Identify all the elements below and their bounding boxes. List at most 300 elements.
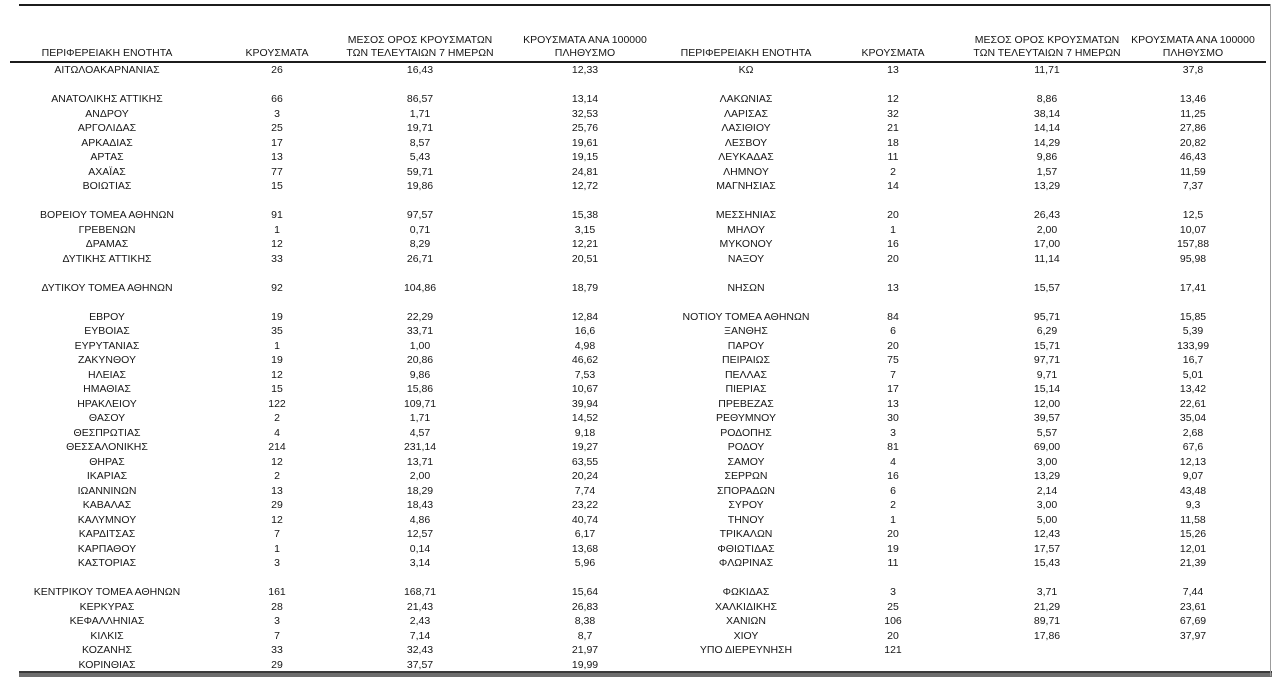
region-cell-left: ΙΚΑΡΙΑΣ xyxy=(86,470,128,482)
avg7-cell-right: 17,57 xyxy=(1033,542,1061,555)
per100k-cell-left: 19,15 xyxy=(571,151,599,163)
region-cell-right: ΡΟΔΟΥ xyxy=(727,441,765,453)
per100k-cell-left: 15,38 xyxy=(571,209,599,221)
per100k-cell-right: 20,82 xyxy=(1179,136,1207,149)
table-row xyxy=(10,585,1266,600)
per100k-cell-left: 7,53 xyxy=(574,368,596,381)
avg7-cell-left: 4,57 xyxy=(409,426,431,439)
bottom-rule xyxy=(19,671,1272,677)
region-cell-right: ΧΑΝΙΩΝ xyxy=(726,615,766,627)
per100k-cell-left: 13,68 xyxy=(571,542,599,555)
cases-cell-left: 12 xyxy=(271,368,283,381)
header-line2: ΠΕΡΙΦΕΡΕΙΑΚΗ ΕΝΟΤΗΤΑ xyxy=(680,46,812,59)
avg7-cell-right: 3,00 xyxy=(1036,455,1058,468)
header-line2: ΤΩΝ ΤΕΛΕΥΤΑΙΩΝ 7 ΗΜΕΡΩΝ xyxy=(973,46,1121,59)
region-cell-right: ΠΑΡΟΥ xyxy=(727,339,765,352)
per100k-cell-left: 4,98 xyxy=(574,339,596,352)
per100k-cell-right: 37,8 xyxy=(1182,64,1204,76)
per100k-cell-right: 17,41 xyxy=(1179,281,1207,294)
cases-cell-right: 3 xyxy=(890,426,896,439)
avg7-cell-left: 18,43 xyxy=(406,499,434,511)
per100k-cell-left: 12,21 xyxy=(571,238,599,250)
table-row xyxy=(10,78,1266,93)
region-cell-left: ΚΟΖΑΝΗΣ xyxy=(82,644,132,656)
per100k-cell-left: 40,74 xyxy=(571,513,599,526)
col-header-region-left xyxy=(10,6,204,62)
cases-cell-right: 121 xyxy=(884,644,902,656)
region-cell-right: ΝΟΤΙΟΥ ΤΟΜΕΑ ΑΘΗΝΩΝ xyxy=(682,310,810,323)
avg7-cell-right: 9,86 xyxy=(1036,151,1058,163)
per100k-cell-left: 46,62 xyxy=(571,354,599,366)
per100k-cell-left: 63,55 xyxy=(571,455,599,468)
region-cell-right: ΠΡΕΒΕΖΑΣ xyxy=(718,397,774,410)
per100k-cell-left: 15,64 xyxy=(571,586,599,598)
per100k-cell-left xyxy=(490,266,680,281)
cases-cell-right: 30 xyxy=(887,412,899,424)
col-header-avg7-right xyxy=(974,6,1120,62)
cases-cell-right: 20 xyxy=(887,339,899,352)
avg7-cell-right: 69,00 xyxy=(1033,441,1061,453)
avg7-cell-left xyxy=(350,194,490,209)
table-row xyxy=(10,658,1266,673)
region-cell-left: ΘΕΣΠΡΩΤΙΑΣ xyxy=(73,426,141,439)
cases-cell-left: 19 xyxy=(271,310,283,323)
per100k-cell-right: 5,39 xyxy=(1182,325,1204,337)
avg7-cell-right: 6,29 xyxy=(1036,325,1058,337)
region-cell-right xyxy=(680,658,812,673)
region-cell-left xyxy=(10,194,204,209)
per100k-cell-left: 19,99 xyxy=(571,658,599,671)
avg7-cell-right: 26,43 xyxy=(1033,209,1061,221)
avg7-cell-right: 15,43 xyxy=(1033,557,1061,569)
region-cell-left: ΚΑΣΤΟΡΙΑΣ xyxy=(77,557,137,569)
table-row xyxy=(10,368,1266,383)
region-cell-left: ΑΡΓΟΛΙΔΑΣ xyxy=(77,122,137,134)
cases-cell-left: 1 xyxy=(274,223,280,236)
cases-cell-left xyxy=(204,194,350,209)
cases-cell-left: 28 xyxy=(271,600,283,613)
cases-cell-left: 19 xyxy=(271,354,283,366)
per100k-cell-left: 32,53 xyxy=(571,107,599,120)
region-cell-right: ΥΠΟ ΔΙΕΡΕΥΝΗΣΗ xyxy=(699,644,793,656)
avg7-cell-right xyxy=(974,266,1120,281)
region-cell-left: ΗΡΑΚΛΕΙΟΥ xyxy=(77,397,137,410)
per100k-cell-left xyxy=(490,571,680,586)
region-cell-right: ΜΥΚΟΝΟΥ xyxy=(719,238,773,250)
avg7-cell-left: 2,00 xyxy=(409,470,431,482)
per100k-cell-right: 15,26 xyxy=(1179,528,1207,540)
header-line2: ΠΛΗΘΥΣΜΟ xyxy=(554,46,616,59)
region-cell-right: ΦΛΩΡΙΝΑΣ xyxy=(718,557,774,569)
cases-cell-left: 66 xyxy=(271,93,283,105)
per100k-cell-right: 35,04 xyxy=(1179,412,1207,424)
avg7-cell-right xyxy=(974,571,1120,586)
per100k-cell-right: 22,61 xyxy=(1179,397,1207,410)
region-cell-right: ΠΕΙΡΑΙΩΣ xyxy=(722,354,770,366)
cases-cell-right: 106 xyxy=(884,615,902,627)
header-line2: ΠΛΗΘΥΣΜΟ xyxy=(1162,46,1224,59)
region-cell-right: ΚΩ xyxy=(738,64,754,76)
cases-cell-right: 6 xyxy=(890,484,896,497)
cases-cell-left: 12 xyxy=(271,455,283,468)
avg7-cell-left: 59,71 xyxy=(406,165,434,178)
table-row xyxy=(10,498,1266,513)
cases-cell-left: 13 xyxy=(271,484,283,497)
cases-cell-left: 12 xyxy=(271,513,283,526)
region-cell-right: ΡΟΔΟΠΗΣ xyxy=(720,426,772,439)
avg7-cell-left: 21,43 xyxy=(406,600,434,613)
region-cell-right: ΛΕΣΒΟΥ xyxy=(724,136,768,149)
per100k-cell-right: 15,85 xyxy=(1179,310,1207,323)
cases-cell-right: 75 xyxy=(887,354,899,366)
cases-cell-right xyxy=(812,295,974,310)
region-cell-right: ΠΕΛΛΑΣ xyxy=(724,368,768,381)
per100k-cell-left: 21,97 xyxy=(571,644,599,656)
per100k-cell-right: 37,97 xyxy=(1179,629,1207,642)
avg7-cell-right: 13,29 xyxy=(1033,470,1061,482)
per100k-cell-right xyxy=(1120,571,1266,586)
right-edge-border xyxy=(1270,4,1271,676)
avg7-cell-right xyxy=(974,658,1120,673)
per100k-cell-left: 20,24 xyxy=(571,470,599,482)
region-cell-left: ΔΥΤΙΚΟΥ ΤΟΜΕΑ ΑΘΗΝΩΝ xyxy=(41,281,173,294)
avg7-cell-right xyxy=(974,78,1120,93)
per100k-cell-right: 13,46 xyxy=(1179,93,1207,105)
per100k-cell-right: 10,07 xyxy=(1179,223,1207,236)
per100k-cell-left xyxy=(490,295,680,310)
table-row xyxy=(10,179,1266,194)
region-cell-right: ΛΑΚΩΝΙΑΣ xyxy=(719,93,773,105)
per100k-cell-left: 3,15 xyxy=(574,223,596,236)
avg7-cell-right: 14,14 xyxy=(1033,122,1061,134)
per100k-cell-left: 23,22 xyxy=(571,499,599,511)
avg7-cell-right: 8,86 xyxy=(1036,93,1058,105)
cases-cell-right: 25 xyxy=(887,600,899,613)
cases-cell-right: 20 xyxy=(887,209,899,221)
per100k-cell-left: 5,96 xyxy=(574,557,596,569)
avg7-cell-right: 17,86 xyxy=(1033,629,1061,642)
region-cell-right: ΤΡΙΚΑΛΩΝ xyxy=(719,528,773,540)
region-cell-right: ΦΘΙΩΤΙΔΑΣ xyxy=(717,542,775,555)
avg7-cell-left: 12,57 xyxy=(406,528,434,540)
avg7-cell-left: 13,71 xyxy=(406,455,434,468)
avg7-cell-left: 20,86 xyxy=(406,354,434,366)
region-cell-left: ΕΒΡΟΥ xyxy=(89,310,125,323)
cases-cell-left: 7 xyxy=(274,528,280,540)
avg7-cell-left: 16,43 xyxy=(406,64,434,76)
avg7-cell-right: 95,71 xyxy=(1033,310,1061,323)
cases-cell-right: 17 xyxy=(887,383,899,395)
per100k-cell-right: 2,68 xyxy=(1182,426,1204,439)
avg7-cell-left: 8,29 xyxy=(409,238,431,250)
avg7-cell-left: 18,29 xyxy=(406,484,434,497)
cases-cell-right: 20 xyxy=(887,528,899,540)
avg7-cell-left: 37,57 xyxy=(406,658,434,671)
cases-cell-left: 3 xyxy=(274,557,280,569)
region-cell-left: ΗΛΕΙΑΣ xyxy=(87,368,126,381)
avg7-cell-right: 38,14 xyxy=(1033,107,1061,120)
cases-cell-right: 16 xyxy=(887,470,899,482)
table-row xyxy=(10,397,1266,412)
cases-cell-right: 19 xyxy=(887,542,899,555)
per100k-cell-left xyxy=(490,194,680,209)
avg7-cell-left: 104,86 xyxy=(403,281,437,294)
avg7-cell-left: 7,14 xyxy=(409,629,431,642)
avg7-cell-left xyxy=(350,78,490,93)
per100k-cell-left: 19,61 xyxy=(571,136,599,149)
region-cell-left: ΚΕΡΚΥΡΑΣ xyxy=(79,600,135,613)
per100k-cell-left: 10,67 xyxy=(571,383,599,395)
cases-cell-right: 13 xyxy=(887,281,899,294)
cases-cell-right: 18 xyxy=(887,136,899,149)
avg7-cell-left xyxy=(350,266,490,281)
per100k-cell-left: 6,17 xyxy=(574,528,596,540)
table-row xyxy=(10,194,1266,209)
avg7-cell-right: 3,71 xyxy=(1036,586,1058,598)
avg7-cell-left: 2,43 xyxy=(409,615,431,627)
avg7-cell-left: 1,71 xyxy=(409,412,431,424)
avg7-cell-left: 5,43 xyxy=(409,151,431,163)
per100k-cell-right: 7,37 xyxy=(1182,180,1204,192)
region-cell-left: ΚΑΡΠΑΘΟΥ xyxy=(77,542,137,555)
per100k-cell-left: 26,83 xyxy=(571,600,599,613)
region-cell-right: ΠΙΕΡΙΑΣ xyxy=(725,383,767,395)
per100k-cell-left: 8,38 xyxy=(574,615,596,627)
region-cell-left: ΘΗΡΑΣ xyxy=(89,455,125,468)
cases-cell-left: 92 xyxy=(271,281,283,294)
avg7-cell-right xyxy=(974,643,1120,658)
region-cell-right: ΜΗΛΟΥ xyxy=(727,223,765,236)
avg7-cell-left: 4,86 xyxy=(409,513,431,526)
avg7-cell-left: 9,86 xyxy=(409,368,431,381)
per100k-cell-left xyxy=(490,78,680,93)
region-cell-right xyxy=(680,194,812,209)
per100k-cell-right: 7,44 xyxy=(1182,586,1204,598)
region-cell-left: ΘΕΣΣΑΛΟΝΙΚΗΣ xyxy=(66,441,148,453)
region-cell-left: ΚΟΡΙΝΘΙΑΣ xyxy=(78,658,136,671)
per100k-cell-left: 8,7 xyxy=(577,629,593,642)
region-cell-right: ΞΑΝΘΗΣ xyxy=(724,325,768,337)
table-row xyxy=(10,440,1266,455)
per100k-cell-right: 9,3 xyxy=(1185,499,1201,511)
region-cell-left: ΖΑΚΥΝΘΟΥ xyxy=(77,354,136,366)
cases-cell-right: 12 xyxy=(887,93,899,105)
cases-cell-right: 7 xyxy=(890,368,896,381)
cases-cell-left: 17 xyxy=(271,136,283,149)
region-cell-left: ΘΑΣΟΥ xyxy=(88,412,126,424)
avg7-cell-right: 15,14 xyxy=(1033,383,1061,395)
region-cell-right: ΣΑΜΟΥ xyxy=(727,455,765,468)
region-cell-left: ΙΩΑΝΝΙΝΩΝ xyxy=(77,484,137,497)
avg7-cell-left xyxy=(350,295,490,310)
region-cell-left: ΑΝΑΤΟΛΙΚΗΣ ΑΤΤΙΚΗΣ xyxy=(51,93,163,105)
per100k-cell-right: 13,42 xyxy=(1179,383,1207,395)
region-cell-right: ΛΗΜΝΟΥ xyxy=(723,165,769,178)
col-header-avg7-left xyxy=(346,6,494,62)
per100k-cell-right: 67,6 xyxy=(1182,441,1204,453)
per100k-cell-right: 11,58 xyxy=(1180,513,1206,526)
cases-cell-right: 20 xyxy=(887,252,899,265)
avg7-cell-right: 12,43 xyxy=(1033,528,1061,540)
region-cell-left: ΗΜΑΘΙΑΣ xyxy=(83,383,131,395)
avg7-cell-right: 89,71 xyxy=(1033,615,1061,627)
region-cell-left: ΑΧΑΪΑΣ xyxy=(88,165,126,178)
cases-cell-left: 15 xyxy=(271,383,283,395)
table-row xyxy=(10,208,1266,223)
per100k-cell-right: 67,69 xyxy=(1179,615,1207,627)
table-row xyxy=(10,513,1266,528)
region-cell-left: ΑΡΤΑΣ xyxy=(90,151,124,163)
avg7-cell-right: 12,00 xyxy=(1033,397,1061,410)
table-row xyxy=(10,295,1266,310)
region-cell-right: ΧΙΟΥ xyxy=(733,629,759,642)
region-cell-left: ΚΙΛΚΙΣ xyxy=(90,629,124,642)
cases-cell-left: 77 xyxy=(271,165,283,178)
avg7-cell-left: 32,43 xyxy=(406,644,434,656)
cases-cell-right: 13 xyxy=(887,64,899,76)
table-row xyxy=(10,571,1266,586)
per100k-cell-left: 16,6 xyxy=(574,325,596,337)
col-header-per100k-left xyxy=(490,6,680,62)
avg7-cell-left: 1,00 xyxy=(409,339,431,352)
region-cell-left: ΕΥΒΟΙΑΣ xyxy=(84,325,130,337)
table-row xyxy=(10,310,1266,325)
region-cell-right: ΛΑΡΙΣΑΣ xyxy=(724,107,768,120)
cases-cell-right: 3 xyxy=(890,586,896,598)
header-line1: ΚΡΟΥΣΜΑΤΑ ΑΝΑ 100000 xyxy=(1131,34,1255,46)
cases-cell-left: 33 xyxy=(271,252,283,265)
cases-cell-right xyxy=(812,78,974,93)
cases-cell-left: 29 xyxy=(271,499,283,511)
avg7-cell-right: 3,00 xyxy=(1036,499,1058,511)
avg7-cell-left: 19,71 xyxy=(406,122,434,134)
region-cell-right: ΣΠΟΡΑΔΩΝ xyxy=(717,484,775,497)
table-body xyxy=(10,62,1266,672)
per100k-cell-right: 43,48 xyxy=(1179,484,1207,497)
region-cell-right xyxy=(680,571,812,586)
avg7-cell-left: 3,14 xyxy=(409,557,431,569)
table-row xyxy=(10,643,1266,658)
per100k-cell-right xyxy=(1120,658,1266,673)
per100k-cell-left: 13,14 xyxy=(571,93,599,105)
avg7-cell-left: 19,86 xyxy=(406,180,434,192)
table-row xyxy=(10,556,1266,571)
cases-cell-right: 81 xyxy=(887,441,899,453)
region-cell-right: ΛΕΥΚΑΔΑΣ xyxy=(718,151,774,163)
per100k-cell-right xyxy=(1120,643,1266,658)
header-row xyxy=(10,6,1266,62)
per100k-cell-right: 9,07 xyxy=(1182,470,1204,482)
table-row xyxy=(10,121,1266,136)
table-row xyxy=(10,62,1266,78)
region-cell-right xyxy=(680,295,812,310)
header-line2: ΠΕΡΙΦΕΡΕΙΑΚΗ ΕΝΟΤΗΤΑ xyxy=(41,46,173,59)
table-row xyxy=(10,165,1266,180)
cases-cell-right: 6 xyxy=(890,325,896,337)
region-cell-left: ΚΑΒΑΛΑΣ xyxy=(82,499,132,511)
per100k-cell-left: 12,33 xyxy=(571,64,599,76)
per100k-cell-left: 9,18 xyxy=(574,426,596,439)
header-line2: ΤΩΝ ΤΕΛΕΥΤΑΙΩΝ 7 ΗΜΕΡΩΝ xyxy=(346,46,494,59)
cases-cell-right: 2 xyxy=(890,165,896,178)
cases-cell-left xyxy=(204,571,350,586)
regional-cases-table xyxy=(10,6,1266,672)
cases-cell-left: 1 xyxy=(274,542,280,555)
cases-cell-left: 2 xyxy=(274,470,280,482)
region-cell-right: ΧΑΛΚΙΔΙΚΗΣ xyxy=(715,600,777,613)
cases-cell-left: 1 xyxy=(274,339,280,352)
cases-cell-left: 26 xyxy=(271,64,283,76)
region-cell-left: ΕΥΡΥΤΑΝΙΑΣ xyxy=(74,339,140,352)
avg7-cell-right: 15,57 xyxy=(1033,281,1061,294)
cases-cell-right xyxy=(812,194,974,209)
cases-cell-left: 35 xyxy=(271,325,283,337)
avg7-cell-left xyxy=(350,571,490,586)
region-cell-left: ΚΑΡΔΙΤΣΑΣ xyxy=(78,528,136,540)
table-row xyxy=(10,237,1266,252)
table-row xyxy=(10,542,1266,557)
region-cell-left: ΑΙΤΩΛΟΑΚΑΡΝΑΝΙΑΣ xyxy=(54,64,160,76)
avg7-cell-left: 1,71 xyxy=(409,107,431,120)
avg7-cell-left: 8,57 xyxy=(409,136,431,149)
per100k-cell-left: 19,27 xyxy=(571,441,599,453)
avg7-cell-right: 11,14 xyxy=(1034,252,1060,265)
col-header-cases-left xyxy=(204,6,350,62)
cases-cell-left: 4 xyxy=(274,426,280,439)
region-cell-right xyxy=(680,266,812,281)
region-cell-right: ΝΗΣΩΝ xyxy=(727,281,765,294)
region-cell-left: ΔΡΑΜΑΣ xyxy=(85,238,129,250)
region-cell-left: ΓΡΕΒΕΝΩΝ xyxy=(78,223,136,236)
table-row xyxy=(10,324,1266,339)
cases-cell-right: 32 xyxy=(887,107,899,120)
cases-cell-right: 13 xyxy=(887,397,899,410)
cases-cell-right: 11 xyxy=(887,151,899,163)
cases-cell-left: 3 xyxy=(274,107,280,120)
avg7-cell-right: 5,57 xyxy=(1036,426,1058,439)
table-row xyxy=(10,281,1266,296)
region-cell-left: ΑΡΚΑΔΙΑΣ xyxy=(81,136,133,149)
region-cell-right: ΛΑΣΙΘΙΟΥ xyxy=(721,122,771,134)
cases-cell-left: 15 xyxy=(271,180,283,192)
cases-cell-left: 25 xyxy=(271,122,283,134)
cases-cell-right: 1 xyxy=(890,513,896,526)
cases-cell-right: 4 xyxy=(890,455,896,468)
table-row xyxy=(10,92,1266,107)
region-cell-right: ΣΥΡΟΥ xyxy=(728,499,764,511)
per100k-cell-right: 12,5 xyxy=(1182,209,1204,221)
cases-cell-right: 14 xyxy=(887,180,899,192)
region-cell-left xyxy=(10,295,204,310)
per100k-cell-left: 14,52 xyxy=(571,412,599,424)
per100k-cell-right xyxy=(1120,295,1266,310)
avg7-cell-left: 231,14 xyxy=(403,441,437,453)
cases-cell-left xyxy=(204,266,350,281)
cases-cell-right: 11 xyxy=(887,557,899,569)
table-row xyxy=(10,469,1266,484)
avg7-cell-right xyxy=(974,194,1120,209)
cases-cell-left: 2 xyxy=(274,412,280,424)
table-row xyxy=(10,426,1266,441)
per100k-cell-right xyxy=(1120,78,1266,93)
avg7-cell-right: 13,29 xyxy=(1033,180,1061,192)
table-row xyxy=(10,614,1266,629)
avg7-cell-left: 26,71 xyxy=(406,252,434,265)
avg7-cell-right: 2,00 xyxy=(1036,223,1058,236)
cases-cell-left: 161 xyxy=(268,586,286,598)
region-cell-left: ΚΑΛΥΜΝΟΥ xyxy=(77,513,137,526)
per100k-cell-right: 133,99 xyxy=(1176,339,1210,352)
